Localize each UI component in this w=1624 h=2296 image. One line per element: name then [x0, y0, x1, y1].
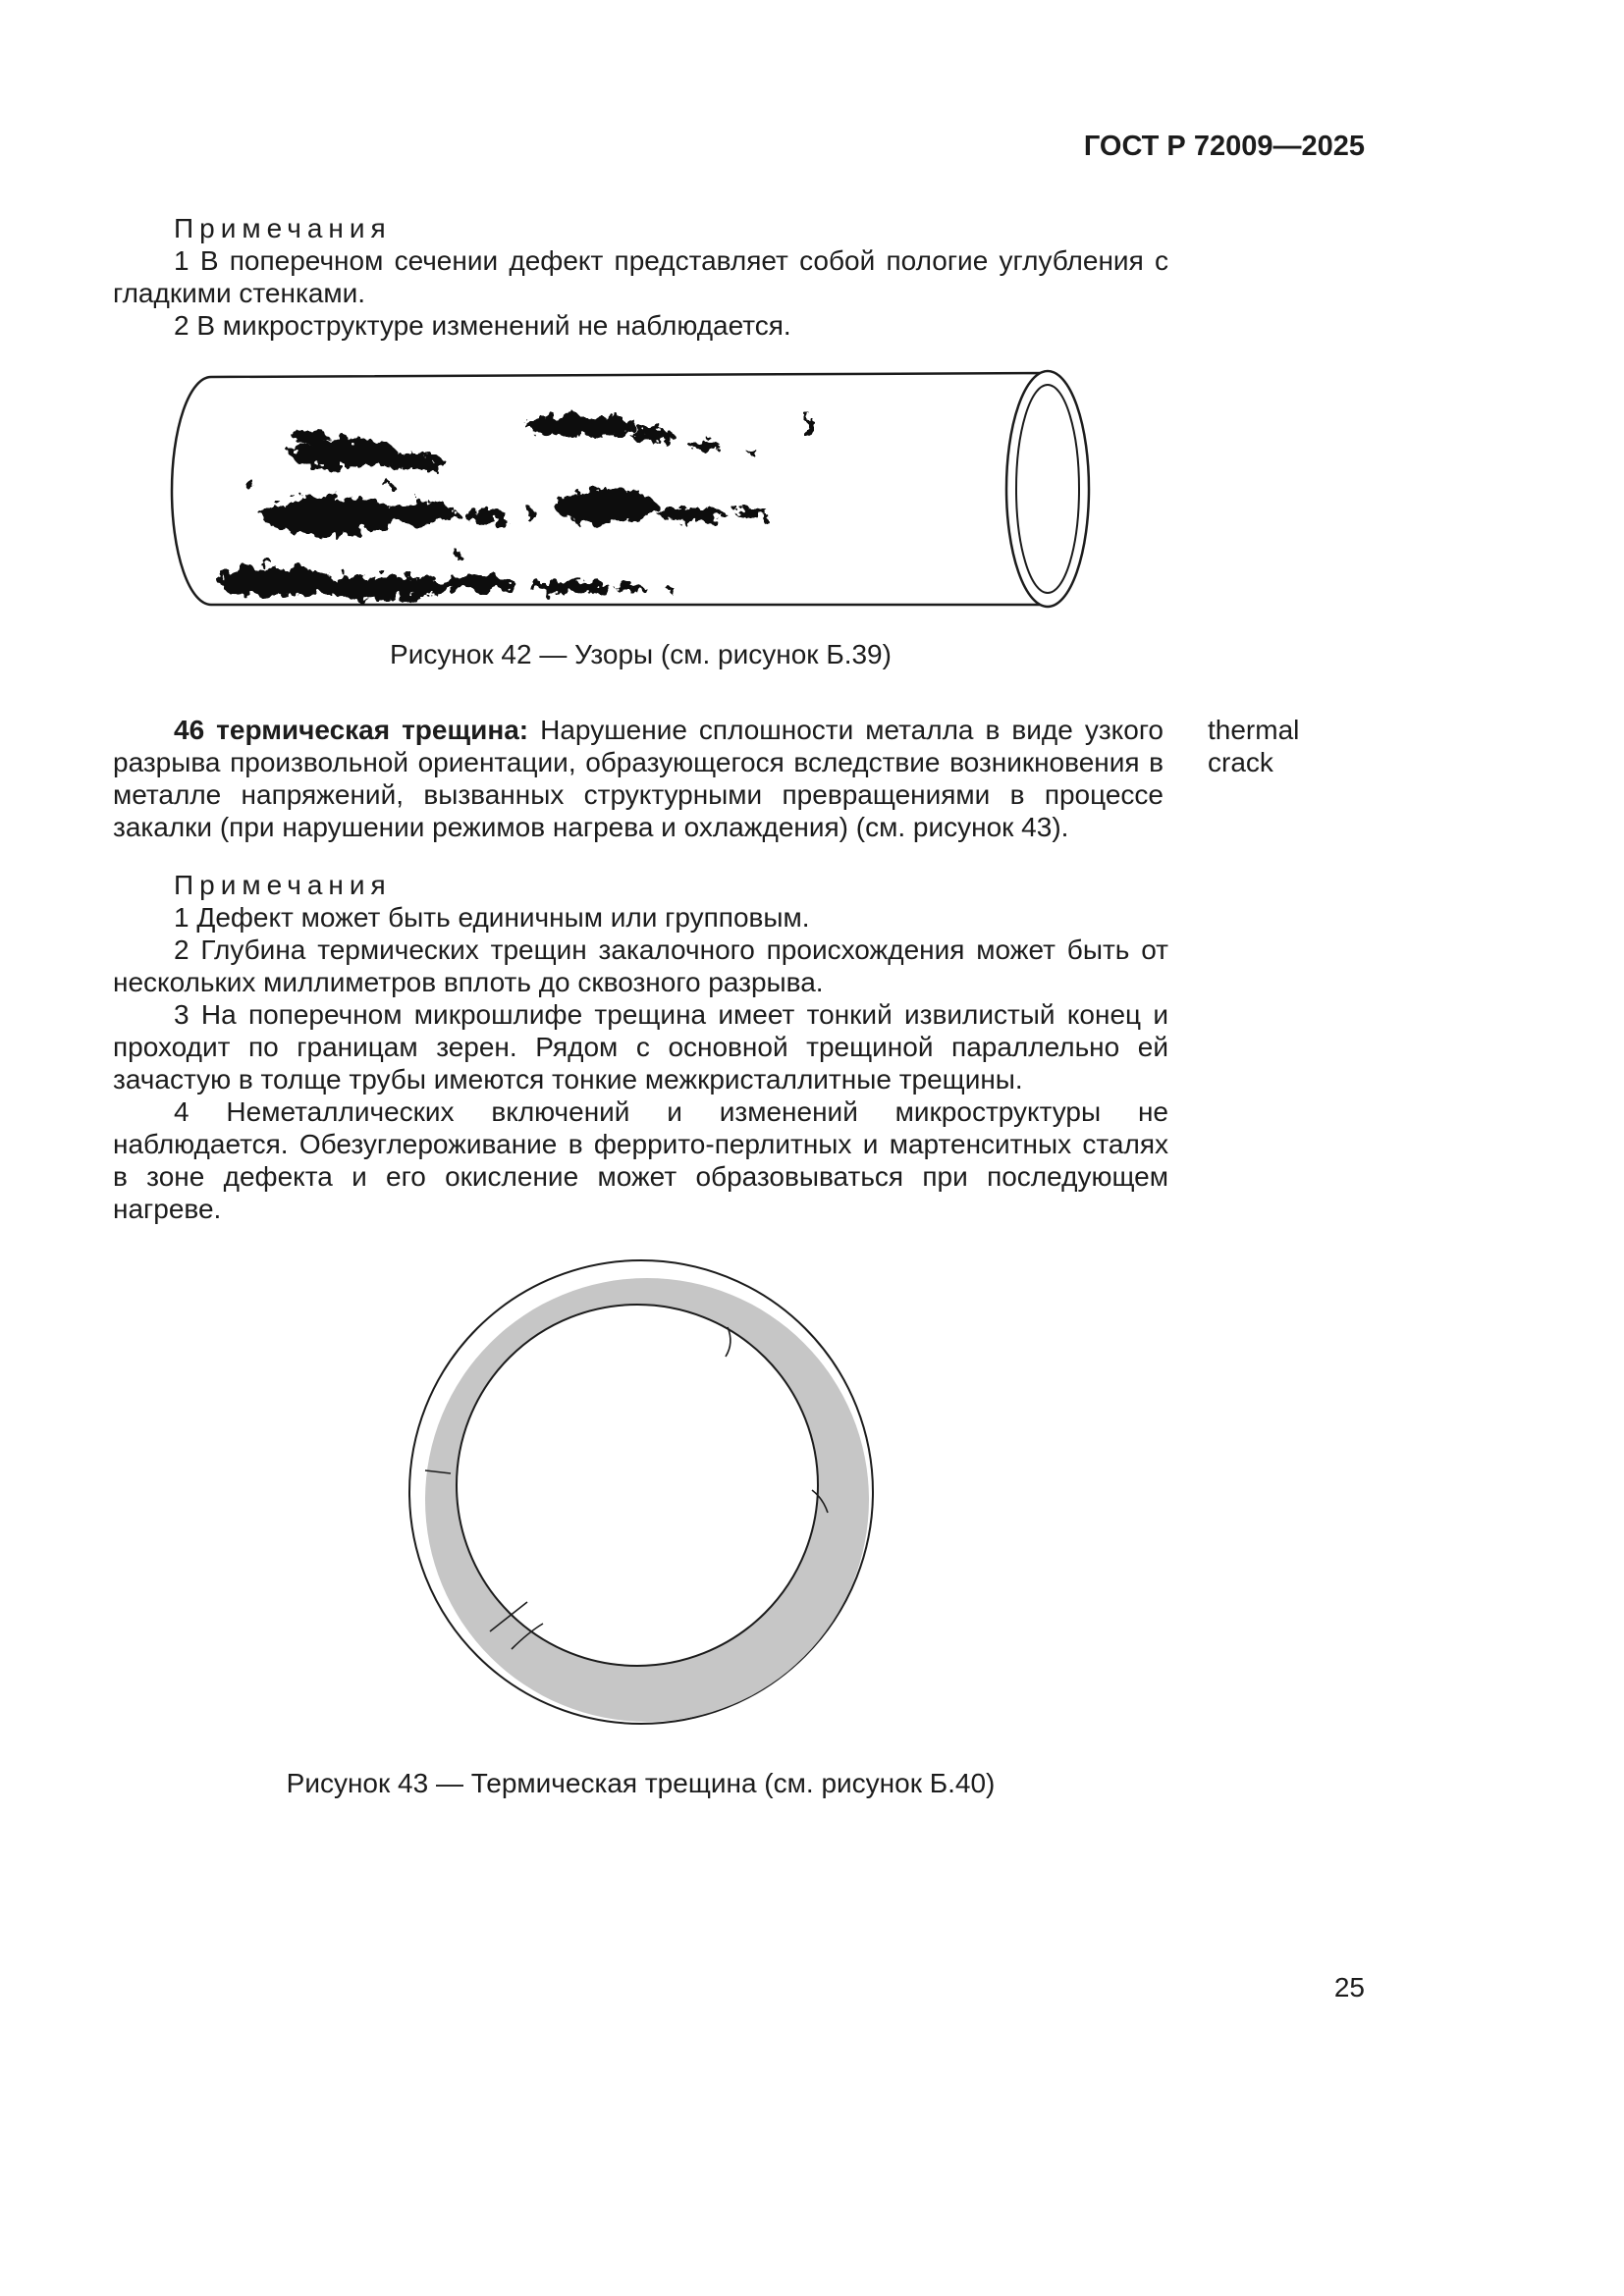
figure-43-caption: Рисунок 43 — Термическая трещина (см. рисунок Б.40) [286, 1768, 996, 1798]
term-name: термическая трещина: [216, 715, 529, 745]
figure-42-caption: Рисунок 42 — Узоры (см. рисунок Б.39) [390, 639, 892, 669]
pipe-cross-section-illustration [396, 1247, 887, 1737]
notes-title: Примечания [174, 213, 392, 243]
term-number: 46 [174, 715, 205, 745]
term-text [113, 714, 1164, 843]
doc-number: ГОСТ Р 72009—2025 [1083, 131, 1365, 162]
page-number: 25 [1333, 1972, 1365, 2002]
note-item: 1 В поперечном сечении дефект представляет собой пологие углубления с гладкими стенками. [113, 245, 1168, 308]
notes-block-2 [113, 869, 1168, 1225]
note-item: 3 На поперечном микрошлифе трещина имеет тонкий извилистый конец и проходит по границам зерен. Рядом с основной трещиной параллельно ей зачастую в толще трубы имеются тонкие межкристаллитные трещины. [113, 999, 1168, 1095]
pipe-side-view-illustration [162, 367, 1114, 613]
note-item: 2 Глубина термических трещин закалочного происхождения может быть от нескольких миллиметров вплоть до сквозного разрыва. [113, 934, 1168, 997]
doc-header [113, 130, 1365, 163]
figure-42 [162, 367, 1114, 613]
term-definition: Нарушение сплошности металла в виде узкого разрыва произвольной ориентации, образующегося вследствие возникновения в металле напряжений, вызванных структурными превращениями в процессе закалки (при нарушении режимов нагрева и охлаждения) (см. рисунок 43). [113, 715, 1164, 842]
note-item: 4 Неметаллических включений и изменений микроструктуры не наблюдается. Обезуглероживание в феррито-перлитных и мартенситных сталях в зоне дефекта и его окисление может образовываться при последующем нагреве. [113, 1096, 1168, 1224]
notes-block-1 [113, 212, 1168, 342]
note-item: 2 В микроструктуре изменений не наблюдается. [174, 310, 791, 341]
notes-title: Примечания [174, 870, 392, 900]
note-item: 1 Дефект может быть единичным или групповым. [174, 902, 810, 933]
term-entry-46 [113, 714, 1365, 843]
figure-43 [113, 1247, 1168, 1737]
term-equivalent-en: thermal crack [1208, 715, 1300, 777]
page-content [113, 130, 1365, 1799]
